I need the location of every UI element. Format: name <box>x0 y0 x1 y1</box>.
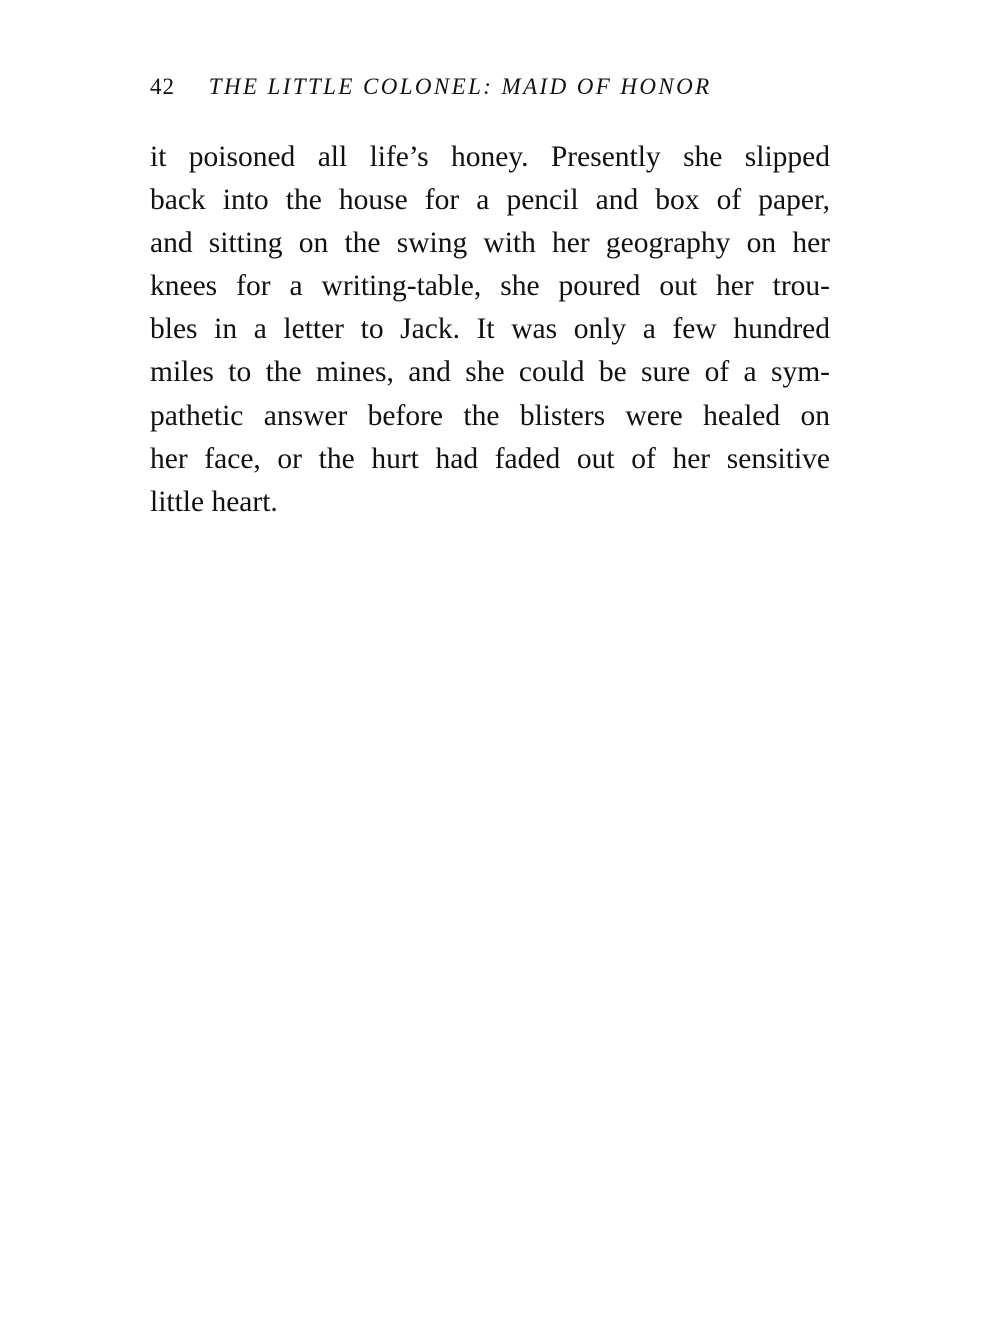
page-number: 42 <box>150 74 175 99</box>
text-line: her face, or the hurt had faded out of her sensitive <box>150 442 830 475</box>
running-title: THE LITTLE COLONEL: MAID OF HONOR <box>208 74 712 99</box>
text-line: little heart. <box>150 485 278 518</box>
text-line: back into the house for a pencil and box of paper, <box>150 184 830 217</box>
text-line: miles to the mines, and she could be sure of a sym- <box>150 356 830 389</box>
text-line: bles in a letter to Jack. It was only a few hundred <box>150 313 830 346</box>
body-paragraph <box>150 136 830 524</box>
text-line: knees for a writing-table, she poured out her trou- <box>150 270 830 303</box>
running-head <box>150 74 830 108</box>
text-line: pathetic answer before the blisters were healed on <box>150 399 830 432</box>
text-line: and sitting on the swing with her geography on her <box>150 227 830 260</box>
text-line: it poisoned all life’s honey. Presently she slipped <box>150 141 830 173</box>
